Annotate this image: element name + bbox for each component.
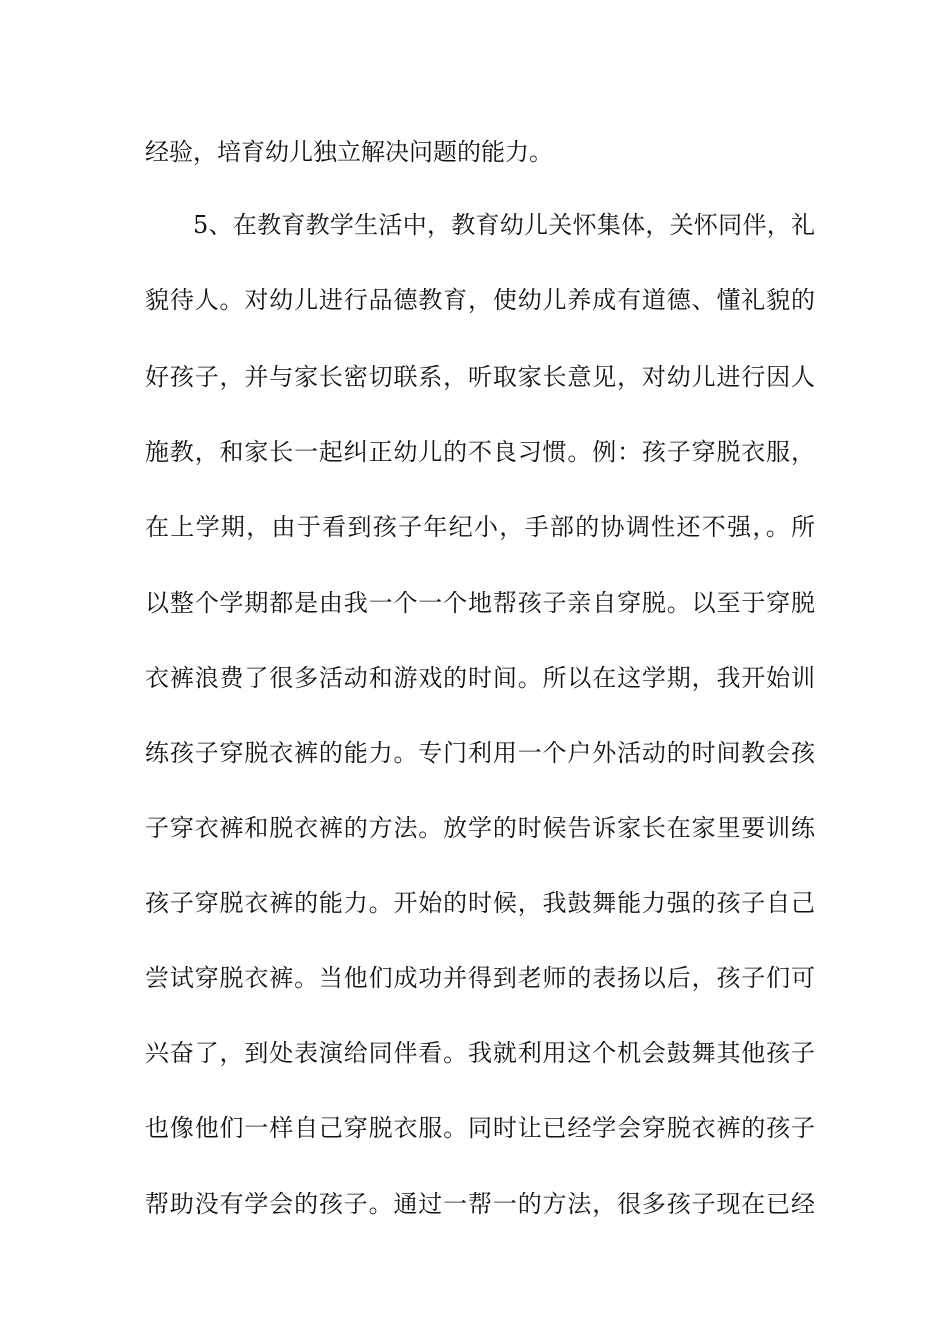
paragraph-line: 5、在教育教学生活中，教育幼儿关怀集体，关怀同伴，礼: [193, 211, 815, 239]
paragraph-line: 衣裤浪费了很多活动和游戏的时间。所以在这学期，我开始训: [145, 664, 815, 692]
paragraph-line: 施教，和家长一起纠正幼儿的不良习惯。例：孩子穿脱衣服，: [145, 438, 815, 466]
paragraph-line: 尝试穿脱衣裤。当他们成功并得到老师的表扬以后，孩子们可: [145, 964, 815, 992]
paragraph-line: 帮助没有学会的孩子。通过一帮一的方法，很多孩子现在已经: [145, 1190, 815, 1218]
paragraph-line: 在上学期，由于看到孩子年纪小，手部的协调性还不强，。所: [145, 513, 815, 541]
paragraph-line: 孩子穿脱衣裤的能力。开始的时候，我鼓舞能力强的孩子自己: [145, 889, 815, 917]
paragraph-line: 也像他们一样自己穿脱衣服。同时让已经学会穿脱衣裤的孩子: [145, 1114, 815, 1142]
paragraph-line: 以整个学期都是由我一个一个地帮孩子亲自穿脱。以至于穿脱: [145, 589, 815, 617]
paragraph-line: 子穿衣裤和脱衣裤的方法。放学的时候告诉家长在家里要训练: [145, 814, 815, 842]
paragraph-line: 经验，培育幼儿独立解决问题的能力。: [145, 138, 553, 166]
paragraph-line: 好孩子，并与家长密切联系，听取家长意见，对幼儿进行因人: [145, 363, 815, 391]
paragraph-line: 貌待人。对幼儿进行品德教育，使幼儿养成有道德、懂礼貌的: [145, 286, 815, 314]
paragraph-line: 练孩子穿脱衣裤的能力。专门利用一个户外活动的时间教会孩: [145, 739, 815, 767]
paragraph-line: 兴奋了，到处表演给同伴看。我就利用这个机会鼓舞其他孩子: [145, 1039, 815, 1067]
